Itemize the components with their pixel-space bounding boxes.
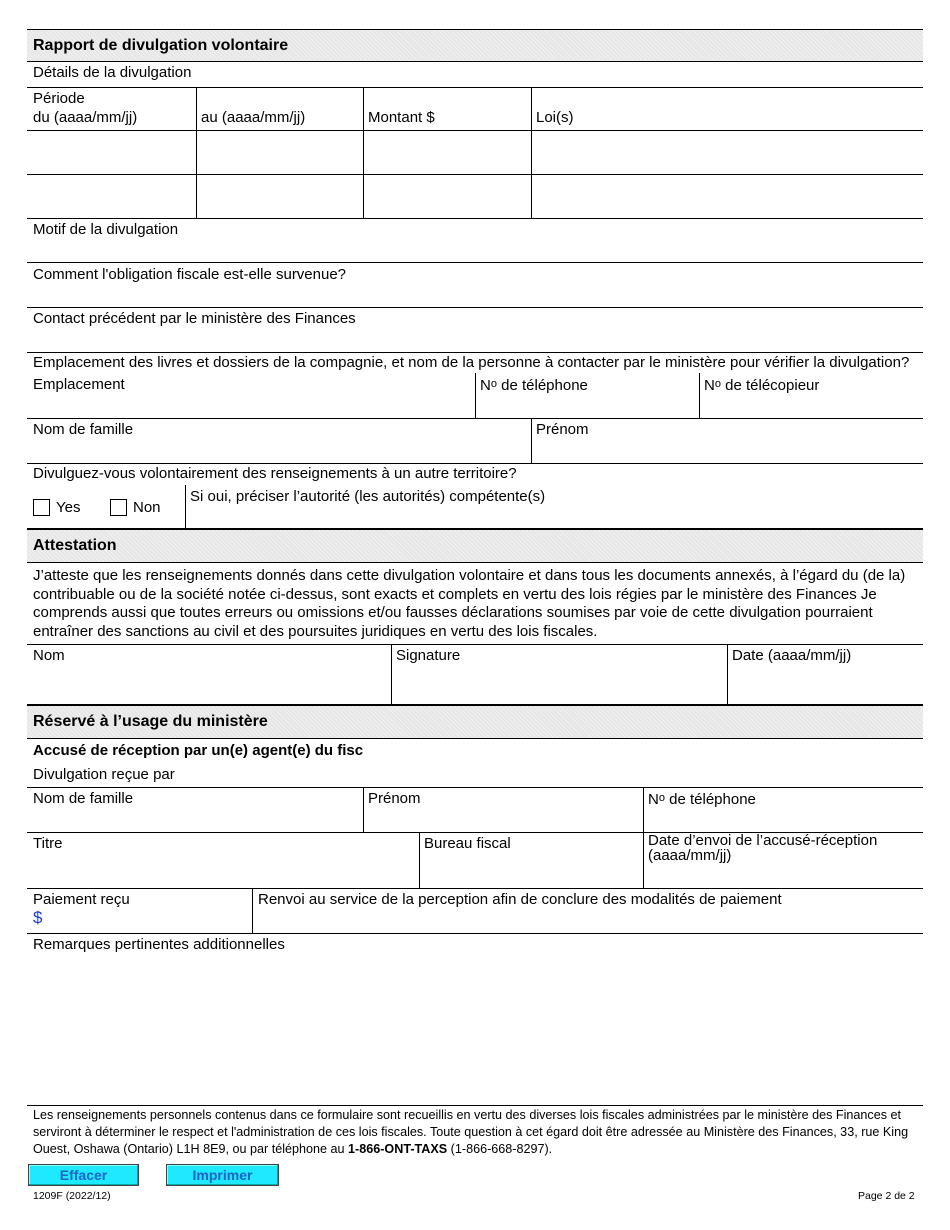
- rule: [27, 61, 923, 62]
- divider: [475, 373, 476, 418]
- reason-input[interactable]: [28, 240, 922, 262]
- contact-last-name-input[interactable]: [28, 440, 530, 462]
- authority-label: Si oui, préciser l’autorité (les autorités) compétente(s): [190, 488, 546, 505]
- ack-title: Accusé de réception par un(e) agent(e) du fisc: [33, 742, 364, 759]
- attest-date-label: Date (aaaa/mm/jj): [732, 647, 852, 664]
- rule: [27, 787, 923, 788]
- contact-first-name-label: Prénom: [536, 421, 589, 438]
- agent-last-name-input[interactable]: [28, 809, 362, 831]
- no-abbrev-sup: o: [490, 378, 497, 390]
- attest-date-input[interactable]: [728, 666, 922, 704]
- divider: [363, 787, 364, 832]
- authority-input[interactable]: [187, 507, 922, 527]
- contact-first-name-input[interactable]: [532, 440, 922, 462]
- amount-input[interactable]: [364, 175, 531, 217]
- laws-label: Loi(s): [536, 109, 574, 126]
- yes-checkbox[interactable]: [33, 499, 50, 516]
- attest-name-label: Nom: [33, 647, 65, 664]
- no-abbrev: N: [480, 377, 491, 394]
- phone-label-text: de téléphone: [496, 377, 588, 394]
- amount-input[interactable]: [364, 131, 531, 173]
- payment-currency: $: [33, 908, 43, 927]
- details-label: Détails de la divulgation: [33, 64, 192, 81]
- from-date-label: du (aaaa/mm/jj): [33, 109, 138, 126]
- fax-label-text: de télécopieur: [720, 377, 820, 394]
- phone-label: [480, 375, 588, 395]
- phone-input[interactable]: [476, 395, 698, 417]
- divider: [252, 888, 253, 933]
- privacy-text-end: (1-866-668-8297).: [447, 1142, 553, 1156]
- agent-last-name-label: Nom de famille: [33, 790, 134, 807]
- agent-first-name-label: Prénom: [368, 790, 421, 807]
- attestation-text: J’atteste que les renseignements donnés dans cette divulgation volontaire et dans tous les documents annexés, à l’égard du (de la) contribuable ou de la société notée ci-dessus, sont exacts et complets en vertu des lois régies par le ministère des Finances Je comprends aussi que toutes erreurs ou omissions et/ou fausses déclarations soumises par voie de cette divulgation pourraient entraîner des sanctions au civil et des poursuites juridiques en vertu des lois fiscales.: [33, 567, 906, 640]
- divider: [531, 87, 532, 218]
- section-header-ministry: [27, 706, 923, 738]
- divider: [185, 485, 186, 528]
- collections-referral-input[interactable]: [254, 910, 922, 932]
- no-abbrev-sup: o: [714, 378, 721, 390]
- tax-office-label: Bureau fiscal: [424, 835, 511, 852]
- section-header-disclosure: [27, 30, 923, 61]
- rule: [27, 1105, 923, 1106]
- form-number: 1209F (2022/12): [33, 1190, 111, 1202]
- privacy-phone: 1-866-ONT-TAXS: [348, 1142, 448, 1156]
- rule: [27, 738, 923, 739]
- divider: [196, 87, 197, 218]
- remarks-input[interactable]: [28, 956, 922, 1101]
- section-header-attestation: [27, 530, 923, 562]
- rule: [27, 644, 923, 645]
- agent-first-name-input[interactable]: [364, 809, 642, 831]
- ack-date-label: [648, 834, 877, 863]
- print-button[interactable]: Imprimer: [166, 1164, 279, 1186]
- period-to-input[interactable]: [197, 131, 363, 173]
- privacy-notice: [33, 1107, 918, 1158]
- clear-button[interactable]: Effacer: [28, 1164, 139, 1186]
- agent-phone-input[interactable]: [644, 809, 922, 831]
- yes-label: Yes: [56, 499, 81, 516]
- collections-referral-label: Renvoi au service de la perception afin de conclure des modalités de paiement: [258, 891, 782, 908]
- ack-date-input[interactable]: [644, 866, 922, 887]
- ack-date-format: (aaaa/mm/jj): [648, 846, 732, 864]
- divider: [643, 787, 644, 832]
- location-label: Emplacement: [33, 376, 125, 393]
- payment-received-label: Paiement reçu: [33, 891, 130, 908]
- tax-office-input[interactable]: [420, 854, 642, 887]
- rule: [27, 888, 923, 889]
- no-abbrev: N: [704, 377, 715, 394]
- how-liability-input[interactable]: [28, 285, 922, 307]
- section-title: Réservé à l’usage du ministère: [33, 713, 268, 730]
- agent-title-input[interactable]: [28, 854, 418, 887]
- rule: [27, 218, 923, 219]
- no-abbrev-sup: o: [658, 792, 665, 804]
- divider: [699, 373, 700, 418]
- period-label: Période: [33, 90, 85, 107]
- signature-field[interactable]: [392, 666, 725, 704]
- period-from-input[interactable]: [28, 175, 196, 217]
- fax-input[interactable]: [700, 395, 922, 417]
- rule: [27, 307, 923, 308]
- divider: [531, 418, 532, 463]
- previous-contact-label: Contact précédent par le ministère des Finances: [33, 310, 356, 327]
- divider: [727, 644, 728, 705]
- laws-input[interactable]: [532, 131, 922, 173]
- rule: [27, 562, 923, 563]
- attest-name-input[interactable]: [28, 666, 390, 704]
- period-to-input[interactable]: [197, 175, 363, 217]
- previous-contact-input[interactable]: [28, 329, 922, 351]
- divider: [363, 87, 364, 218]
- divider: [419, 832, 420, 888]
- amount-label: Montant $: [368, 109, 435, 126]
- privacy-text: Les renseignements personnels contenus dans ce formulaire sont recueillis en vertu des diverses lois fiscales administrées par le ministère des Finances et serviront à déterminer le respect et l'administration de ces lois fiscales. Toute question à cet égard doit être adressée au Ministère des Finances, 33, rue King Ouest, Oshawa (Ontario) L1H 8E9, ou par téléphone au: [33, 1108, 909, 1156]
- contact-last-name-label: Nom de famille: [33, 421, 134, 438]
- remarks-label: Remarques pertinentes additionnelles: [33, 936, 285, 953]
- rule: [27, 418, 923, 419]
- non-checkbox[interactable]: [110, 499, 127, 516]
- location-question: Emplacement des livres et dossiers de la compagnie, et nom de la personne à contacter par le ministère pour vérifier la divulgation?: [33, 354, 910, 371]
- rule: [27, 262, 923, 263]
- divider: [391, 644, 392, 705]
- agent-title-label: Titre: [33, 835, 63, 852]
- divider: [643, 832, 644, 888]
- section-title: Rapport de divulgation volontaire: [33, 37, 289, 54]
- reason-label: Motif de la divulgation: [33, 221, 179, 238]
- laws-input[interactable]: [532, 175, 922, 217]
- non-label: Non: [133, 499, 161, 516]
- signature-label: Signature: [396, 647, 461, 664]
- ack-date-label-text: Date d’envoi de l’accusé-réception: [648, 832, 878, 849]
- other-territory-question: Divulguez-vous volontairement des renseignements à un autre territoire?: [33, 465, 517, 482]
- rule: [27, 933, 923, 934]
- page-number: Page 2 de 2: [858, 1190, 915, 1202]
- rule: [27, 87, 923, 88]
- phone-label-text: de téléphone: [664, 791, 756, 808]
- section-title: Attestation: [33, 537, 117, 554]
- received-by-label: Divulgation reçue par: [33, 766, 175, 783]
- how-liability-label: Comment l'obligation fiscale est-elle survenue?: [33, 266, 347, 283]
- no-abbrev: N: [648, 791, 659, 808]
- payment-amount-input[interactable]: [48, 909, 250, 931]
- fax-label: [704, 375, 819, 395]
- agent-phone-label: [648, 789, 756, 809]
- period-from-input[interactable]: [28, 131, 196, 173]
- location-input[interactable]: [28, 395, 474, 417]
- to-date-label: au (aaaa/mm/jj): [201, 109, 306, 126]
